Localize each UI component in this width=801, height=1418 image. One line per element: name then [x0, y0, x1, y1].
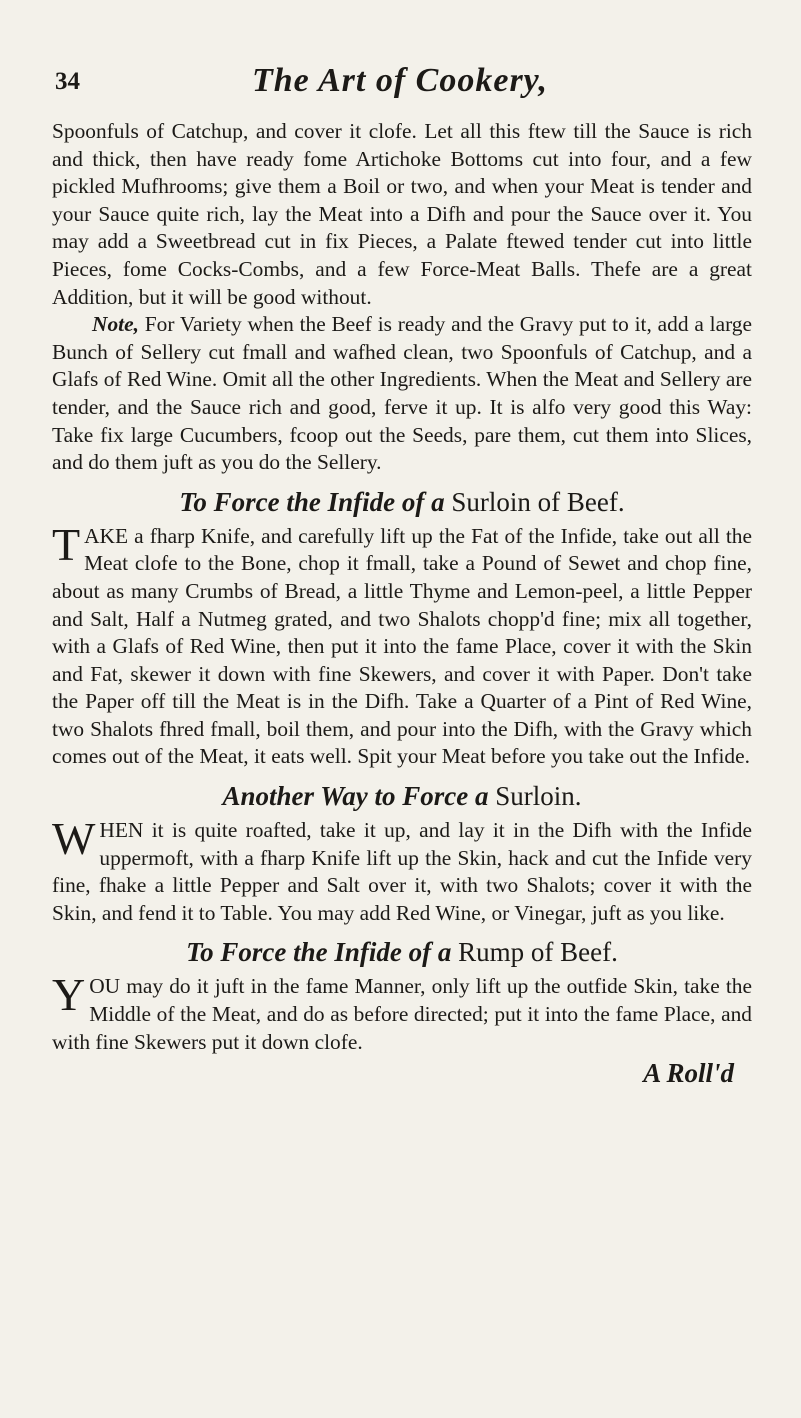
note-text: For Variety when the Beef is ready and the Gravy put to it, add a large Bunch of Sellery cut fmall and wafhed clean, two Spoonfuls of Catchup, and a Glafs of Red Wine. Omit all the other Ingredients. When the Meat and Sellery are tender, and the Sauce rich and good, ferve it up. It is alfo very good this Way: Take fix large Cucumbers, fcoop out the Seeds, pare them, cut them into Slices, and do them juft as you do the Sellery. — [52, 312, 752, 475]
catchword: A Roll'd — [643, 1058, 734, 1089]
section-heading-italic: To Force the Infide of a — [186, 937, 452, 968]
section-heading-italic: Another Way to Force a — [222, 781, 489, 812]
section-heading — [52, 485, 752, 519]
section-text: TAKE a fharp Knife, and carefully lift up the Fat of the Infide, take out all the Meat clofe to the Bone, chop it fmall, take a Pound of Sewet and chop fine, about as many Crumbs of Bread, a little Thyme and Lemon-peel, a little Pepper and Salt, Half a Nutmeg grated, and two Shalots chopp'd fine; mix all together, with a Glafs of Red Wine, then put it into the fame Place, cover it with the Skin and Fat, skewer it down with fine Skewers, and cover it with Paper. Don't take the Paper off till the Meat is in the Difh. Take a Quarter of a Pint of Red Wine, two Shalots fhred fmall, boil them, and pour into the Difh, with the Gravy which comes out of the Meat, it eats well. Spit your Meat before you take out the Infide. — [52, 518, 752, 769]
note-paragraph — [52, 311, 752, 477]
section-heading-roman: Surloin of Beef. — [444, 486, 625, 517]
section-text: WHEN it is quite roafted, take it up, and lay it in the Difh with the Infide uppermoft, with a fharp Knife lift up the Skin, hack and cut the Infide very fine, fhake a little Pepper and Salt over it, with two Shalots; cover it with the Skin, and fend it to Table. You may add Red Wine, or Vinegar, juft as you like. — [52, 813, 752, 925]
page-header — [55, 62, 745, 108]
running-title: The Art of Cookery, — [251, 62, 548, 99]
section-heading — [52, 779, 752, 813]
section-heading-roman: Rump of Beef. — [451, 937, 618, 968]
page-number: 34 — [55, 68, 80, 95]
note-label: Note, — [92, 312, 139, 337]
section-text: YOU may do it juft in the fame Manner, only lift up the outfide Skin, take the Middle of the Meat, and do as before directed; put it into the fame Place, and with fine Skewers put it down clofe. — [52, 969, 752, 1054]
page-body — [52, 118, 752, 1088]
section-heading-italic: To Force the Infide of a — [179, 486, 445, 517]
section-heading — [52, 935, 752, 969]
paragraph: Spoonfuls of Catchup, and cover it clofe. Let all this ftew till the Sauce is rich and thick, then have ready fome Artichoke Bottoms cut into four, and a few pickled Mufhrooms; give them a Boil or two, and when your Meat is tender and your Sauce quite rich, lay the Meat into a Difh and pour the Sauce over it. You may add a Sweetbread cut in fix Pieces, a Palate ftewed tender cut into little Pieces, fome Cocks-Combs, and a few Force-Meat Balls. Thefe are a great Addition, but it will be good without. — [52, 119, 752, 309]
section-heading-roman: Surloin. — [488, 781, 582, 812]
